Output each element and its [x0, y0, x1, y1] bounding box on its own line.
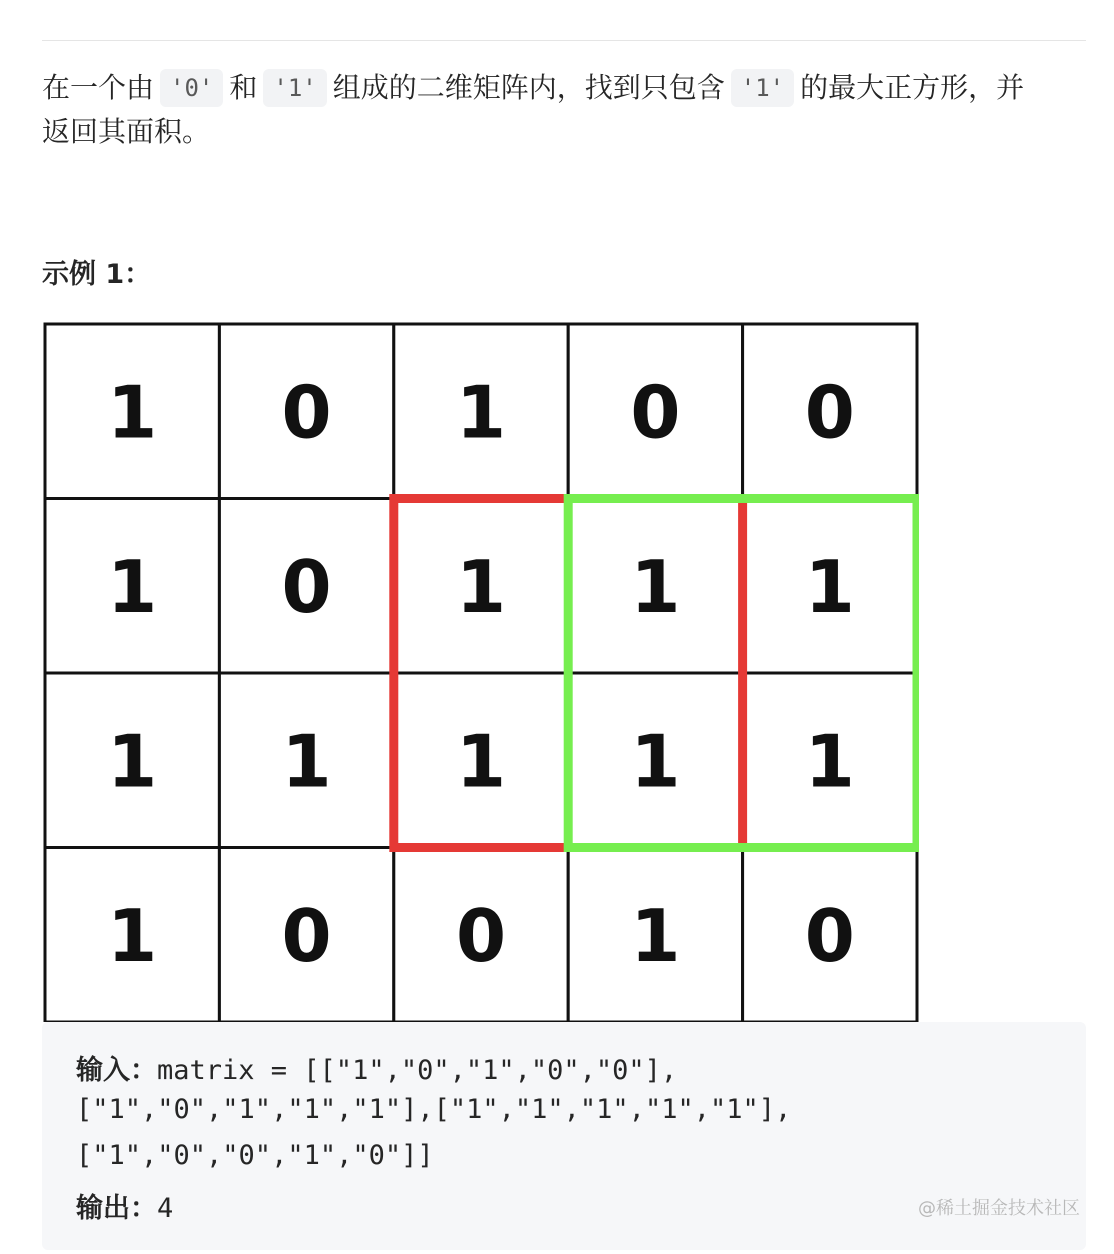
- matrix-value-r1-c2: 1: [455, 544, 507, 629]
- matrix-value-r2-c4: 1: [804, 719, 855, 804]
- matrix-value-r2-c3: 1: [630, 719, 681, 804]
- desc-text-2: 和: [229, 71, 258, 104]
- top-divider: [42, 40, 1086, 41]
- output-label: 输出：: [76, 1193, 157, 1224]
- matrix-value-r3-c0: 1: [107, 893, 158, 978]
- inline-code-zero: '0': [160, 69, 223, 107]
- input-text-1: matrix = [["1","0","1","0","0"],: [157, 1055, 678, 1086]
- example-title: 示例 1：: [42, 259, 152, 290]
- code-input-line-1: [76, 1048, 677, 1087]
- matrix-value-r1-c3: 1: [630, 544, 681, 629]
- code-output-line: [76, 1186, 173, 1225]
- matrix-svg: [43, 322, 919, 1022]
- desc-text-4: 的最大正方形，并: [800, 71, 1025, 104]
- output-value: 4: [157, 1193, 174, 1224]
- inline-code-one: '1': [263, 69, 326, 107]
- matrix-value-r0-c4: 0: [804, 370, 855, 455]
- matrix-value-r3-c4: 0: [804, 893, 855, 978]
- matrix-value-r1-c4: 1: [804, 544, 855, 629]
- matrix-figure: [43, 322, 919, 1022]
- inline-code-one-2: '1': [731, 69, 794, 107]
- matrix-value-r3-c1: 0: [281, 893, 332, 978]
- matrix-value-r3-c2: 0: [455, 893, 507, 978]
- watermark: @稀土掘金技术社区: [918, 1198, 1080, 1219]
- matrix-value-r2-c2: 1: [455, 719, 507, 804]
- matrix-value-r1-c1: 0: [281, 544, 332, 629]
- desc-text-1: 在一个由: [42, 71, 155, 104]
- matrix-value-r0-c0: 1: [107, 370, 158, 455]
- matrix-value-r0-c3: 0: [630, 370, 681, 455]
- matrix-value-r1-c0: 1: [107, 544, 158, 629]
- matrix-value-r0-c2: 1: [455, 370, 507, 455]
- desc-text-5: 返回其面积。: [42, 115, 211, 148]
- input-label: 输入：: [76, 1055, 157, 1086]
- matrix-value-r2-c0: 1: [107, 719, 158, 804]
- example-code-block: [42, 1022, 1086, 1250]
- code-input-line-3: ["1","0","0","1","0"]]: [76, 1140, 434, 1171]
- matrix-value-r2-c1: 1: [281, 719, 332, 804]
- code-input-line-2: ["1","0","1","1","1"],["1","1","1","1","1"],: [76, 1094, 792, 1125]
- matrix-value-r0-c1: 0: [281, 370, 332, 455]
- matrix-value-r3-c3: 1: [630, 893, 681, 978]
- problem-description: [42, 66, 1086, 154]
- desc-text-3: 组成的二维矩阵内，找到只包含: [332, 71, 725, 104]
